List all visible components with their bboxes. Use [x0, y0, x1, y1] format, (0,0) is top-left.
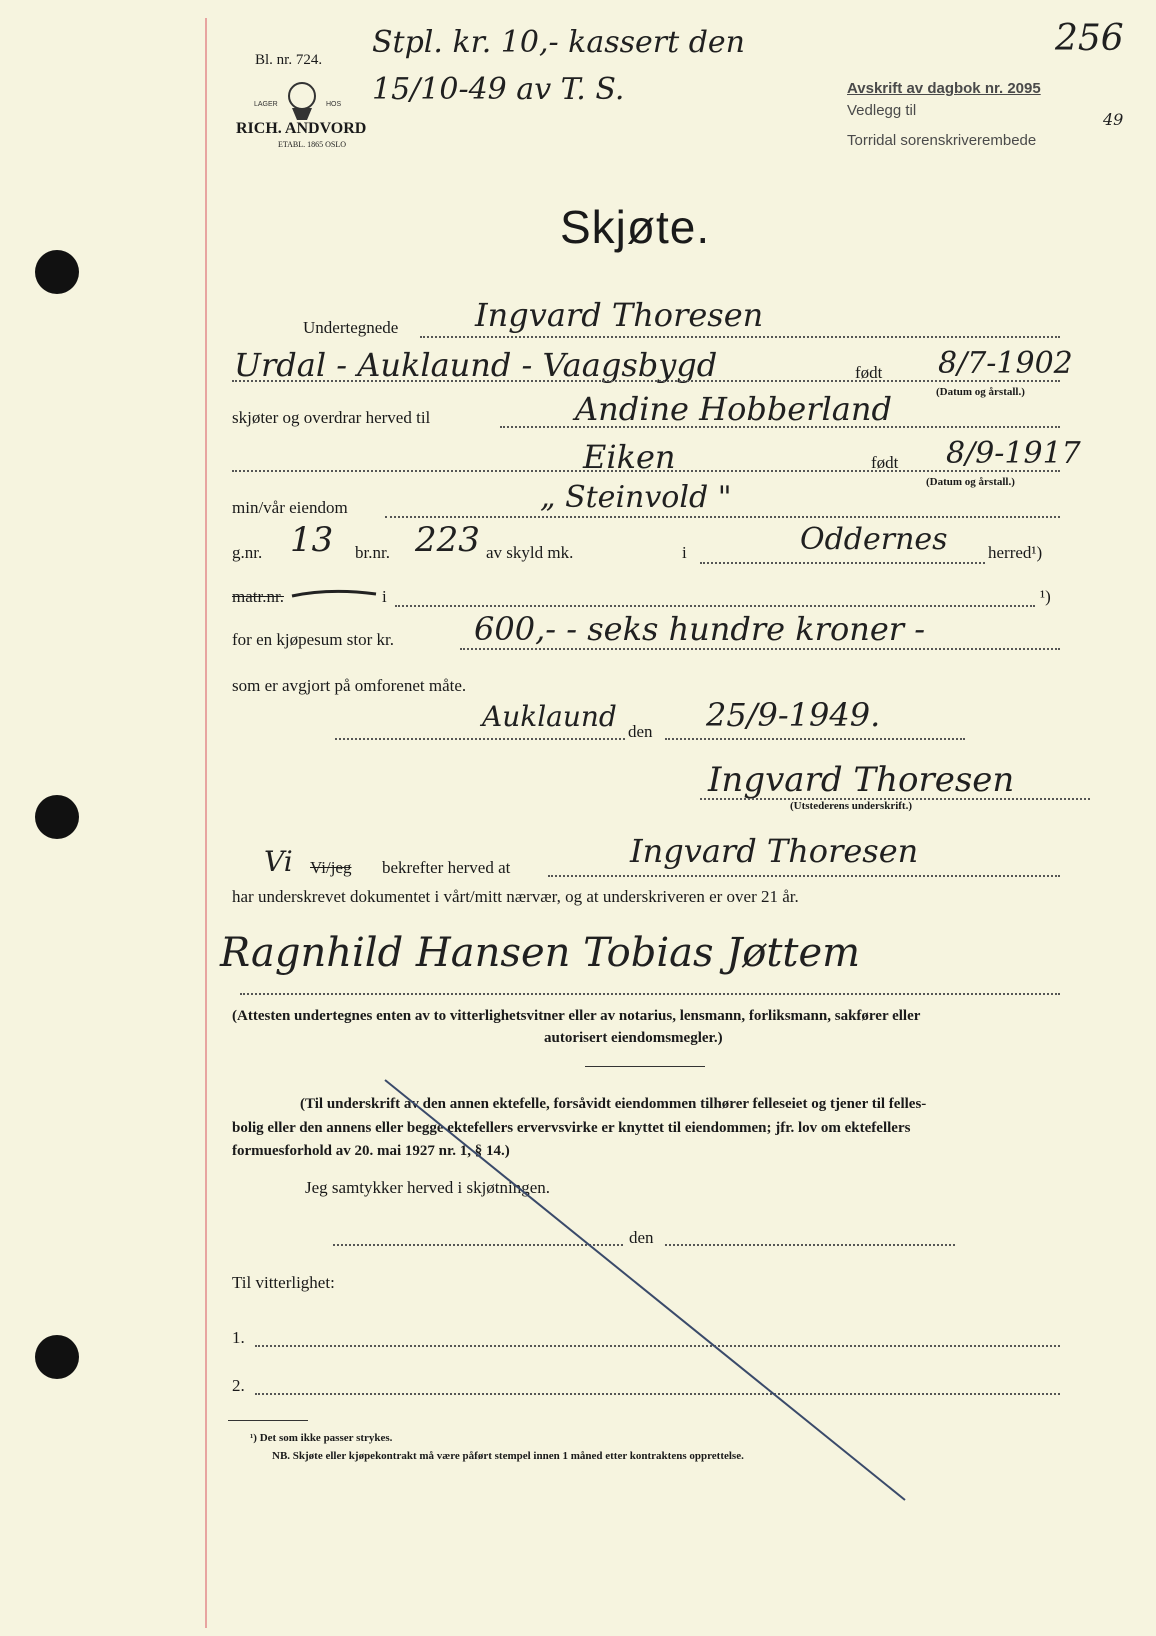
spouse-para-2: bolig eller den annens eller begge ektefellers ervervsvirke er knyttet til eiendommen; jfr. lov om ektefellers: [232, 1120, 911, 1136]
publisher-sub: ETABL. 1865 OSLO: [278, 140, 347, 149]
witness-note-2: autorisert eiendomsmegler.): [544, 1030, 723, 1046]
spouse-para-3: formuesforhold av 20. mai 1927 nr. 1, § 14.): [232, 1143, 510, 1159]
witness-note: (Attesten undertegnes enten av to vitterlighetsvitner eller av notarius, lensmann, forliksmann, sakfører eller: [232, 1008, 921, 1024]
svg-text:HOS: HOS: [326, 101, 342, 108]
property-name: „ Steinvold ": [540, 480, 732, 515]
spouse-para-1: (Til underskrift av den annen ektefelle, forsåvidt eiendommen tilhører felleseiet og tjener til felles-: [300, 1096, 927, 1112]
datum-label-2: (Datum og årstall.): [926, 476, 1015, 488]
i-label: i: [682, 543, 687, 562]
publisher-name: RICH. ANDVORD: [236, 120, 367, 137]
witness-line-1-label: 1.: [232, 1328, 245, 1347]
witness-signatures: Ragnhild Hansen Tobias Jøttem: [220, 930, 861, 976]
skyld-label: av skyld mk.: [486, 543, 574, 562]
handwritten-note-2: 15/10-49 av T. S.: [372, 72, 625, 107]
eiendom-label: min/vår eiendom: [232, 498, 348, 517]
struck-text: Vi/jeg: [310, 858, 352, 877]
witness-line-2-label: 2.: [232, 1376, 245, 1395]
price-value: 600,- - seks hundre kroner -: [474, 610, 926, 648]
price-label: for en kjøpesum stor kr.: [232, 630, 394, 649]
brnr-value: 223: [415, 520, 480, 560]
stamp-year: 49: [1103, 110, 1124, 129]
consent-text: Jeg samtykker herved i skjøtningen.: [305, 1178, 551, 1197]
undertegnede-label: Undertegnede: [303, 318, 399, 337]
footnote-2: NB. Skjøte eller kjøpekontrakt må være påført stempel innen 1 måned etter kontraktens opprettelse.: [272, 1450, 744, 1462]
stamp-line-3: Torridal sorenskriverembede: [847, 132, 1037, 149]
stamp-line-2: Vedlegg til: [847, 102, 917, 119]
gnr-label: g.nr.: [232, 543, 263, 562]
footnote-1: ¹) Det som ikke passer strykes.: [250, 1432, 393, 1444]
svg-text:LAGER: LAGER: [254, 101, 278, 108]
agreed-label: som er avgjort på omforenet måte.: [232, 676, 467, 695]
witness-heading: Til vitterlighet:: [232, 1273, 335, 1292]
fodt-label-2: født: [871, 453, 899, 472]
brnr-label: br.nr.: [355, 543, 390, 562]
signature-label: (Utstederens underskrift.): [790, 800, 913, 812]
den-label: den: [628, 722, 653, 741]
fodt-label: født: [855, 363, 883, 382]
page-number: 256: [1055, 18, 1124, 59]
herred-label: herred¹): [988, 543, 1043, 562]
seller-birthdate: 8/7-1902: [938, 346, 1073, 381]
buyer-name: Andine Hobberland: [575, 390, 892, 428]
witness-prefix: Vi: [264, 845, 293, 878]
confirm-label: bekrefter herved at: [382, 858, 511, 877]
matr-note: ¹): [1040, 587, 1051, 606]
date-value: 25/9-1949.: [706, 696, 881, 734]
issuer-signature: Ingvard Thoresen: [708, 760, 1015, 800]
matr-i-label: i: [382, 587, 387, 606]
place-value: Auklaund: [482, 700, 617, 733]
matr-label: matr.nr.: [232, 587, 284, 606]
seller-address: Urdal - Auklaund - Vaagsbygd: [234, 346, 718, 384]
seller-name: Ingvard Thoresen: [475, 296, 764, 334]
buyer-address: Eiken: [583, 438, 676, 476]
handwritten-note-1: Stpl. kr. 10,- kassert den: [372, 25, 745, 60]
transfer-label: skjøter og overdrar herved til: [232, 408, 431, 427]
document-title: Skjøte.: [560, 201, 711, 253]
form-number: Bl. nr. 724.: [255, 52, 323, 68]
stamp-line-1: Avskrift av dagbok nr. 2095: [847, 80, 1041, 97]
buyer-birthdate: 8/9-1917: [946, 436, 1081, 471]
datum-label: (Datum og årstall.): [936, 386, 1025, 398]
gnr-value: 13: [290, 520, 334, 560]
herred-value: Oddernes: [800, 522, 948, 557]
confirm-value: Ingvard Thoresen: [630, 832, 919, 870]
consent-den-label: den: [629, 1228, 654, 1247]
witness-statement: har underskrevet dokumentet i vårt/mitt nærvær, og at underskriveren er over 21 år.: [232, 887, 799, 906]
